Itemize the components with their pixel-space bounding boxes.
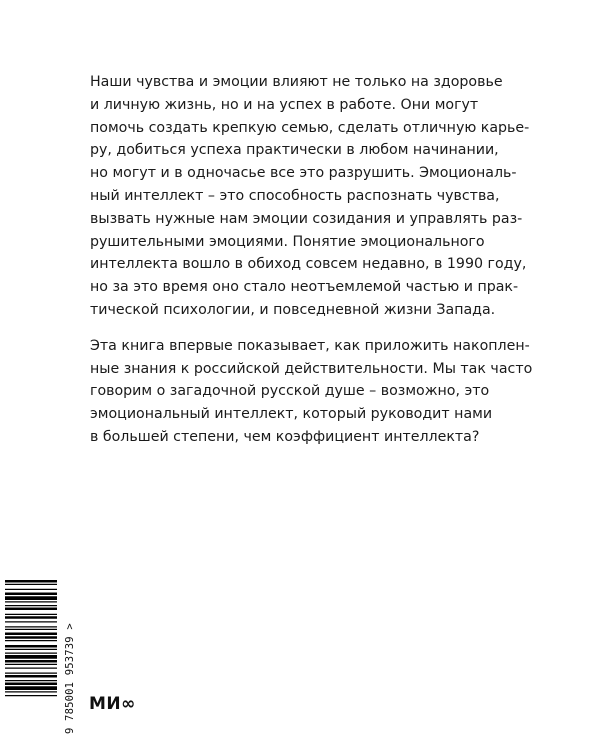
barcode-bar (5, 589, 57, 590)
publisher-logo: МИ∞ (89, 694, 136, 714)
text-line: вызвать нужные нам эмоции созидания и управлять раз- (90, 210, 523, 227)
barcode-bar (5, 680, 57, 681)
barcode-bar (5, 580, 57, 583)
barcode-bar (5, 593, 57, 596)
text-line: ный интеллект – это способность распознать чувства, (90, 187, 500, 204)
text-line: Эта книга впервые показывает, как приложить накоплен- (90, 337, 530, 354)
barcode-bar (5, 675, 57, 678)
barcode-bar (5, 626, 57, 627)
text-line: ру, добиться успеха практически в любом начинании, (90, 142, 499, 159)
text-line: эмоциональный интеллект, который руководит нами (90, 406, 493, 423)
barcode-digits: 9 785001 953739 > (64, 623, 76, 734)
text-line: Наши чувства и эмоции влияют не только на здоровье (90, 74, 503, 90)
barcode-bar (5, 691, 57, 692)
barcode-bar (5, 645, 57, 648)
barcode-bar (5, 683, 57, 686)
text-line: тической психологии, и повседневной жизни Запада. (90, 301, 496, 318)
barcode-bar (5, 608, 57, 611)
text-line: но за это время оно стало неотъемлемой частью и прак- (90, 279, 519, 296)
barcode-bar (5, 629, 57, 630)
barcode-bars-icon (5, 578, 61, 736)
text-line: но могут и в одночасье все это разрушить. Эмоциональ- (90, 165, 517, 182)
barcode-bar (5, 614, 57, 615)
barcode-bar (5, 673, 57, 674)
barcode-bar (5, 633, 57, 636)
barcode-bar (5, 605, 57, 606)
annotation-text (90, 71, 533, 449)
text-line: говорим о загадочной русской душе – возможно, это (90, 383, 490, 400)
text-line: рушительными эмоциями. Понятие эмоционального (90, 233, 485, 250)
barcode-bar (5, 660, 57, 663)
isbn-barcode (5, 578, 77, 736)
text-line: ные знания к российской действительности. Мы так часто (90, 360, 533, 377)
barcode-bar (5, 686, 57, 690)
barcode-bar (5, 584, 57, 585)
barcode-bar (5, 649, 57, 650)
text-line: помочь создать крепкую семью, сделать отличную карье- (90, 119, 530, 136)
barcode-bar (5, 636, 57, 639)
paragraph-1 (90, 71, 530, 322)
text-line: и личную жизнь, но и на успех в работе. Они могут (90, 96, 479, 113)
barcode-bar (5, 655, 57, 659)
barcode-bar (5, 596, 57, 600)
barcode-bar (5, 695, 57, 696)
barcode-bar (5, 601, 57, 602)
barcode-bar (5, 653, 57, 654)
barcode-bar (5, 640, 57, 641)
barcode-bar (5, 668, 57, 669)
barcode-bar (5, 664, 57, 665)
text-line: интеллекта вошло в обиход совсем недавно, в 1990 году, (90, 256, 527, 273)
barcode-bar (5, 616, 57, 619)
barcode-bar (5, 621, 57, 622)
paragraph-2 (90, 335, 533, 449)
text-line: в большей степени, чем коэффициент интеллекта? (90, 428, 480, 445)
